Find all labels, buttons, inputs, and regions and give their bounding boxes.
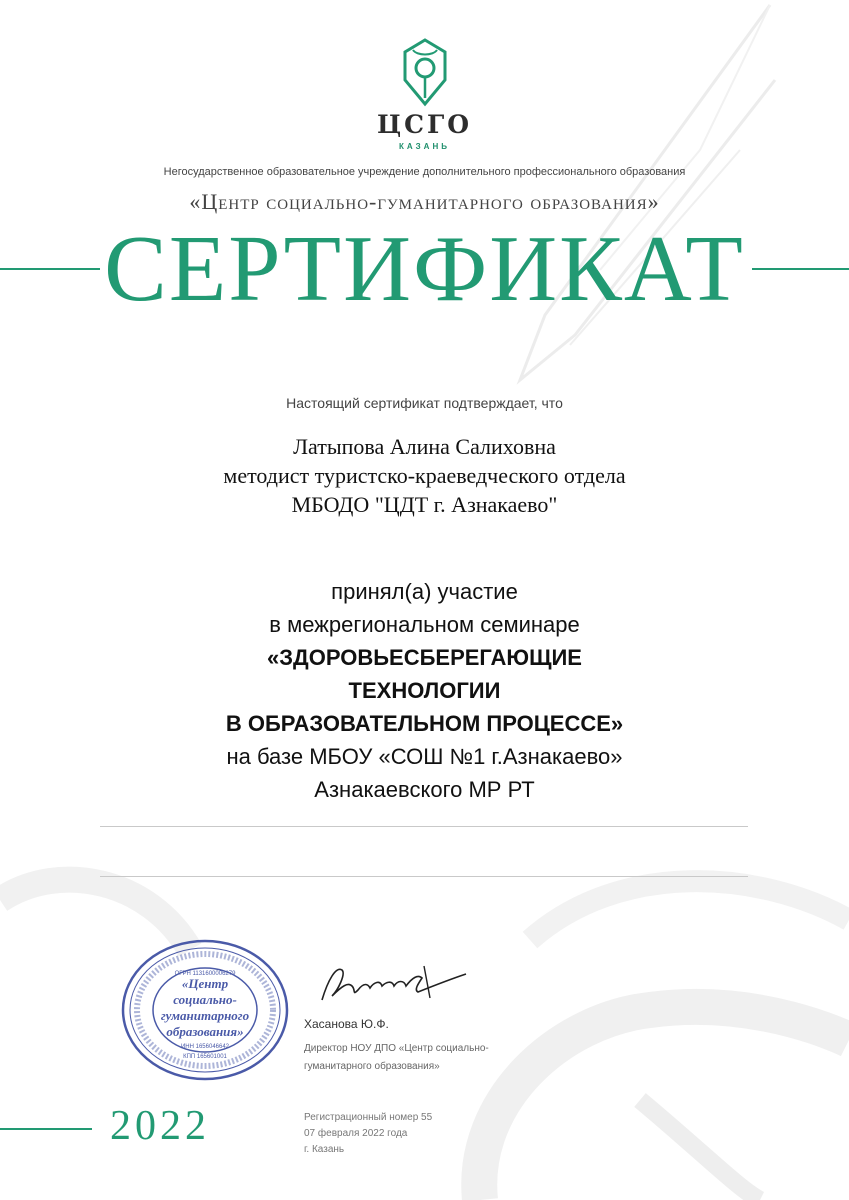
seal-text-line1: «Центр	[181, 976, 229, 991]
event-title-line2: ТЕХНОЛОГИИ	[348, 678, 501, 703]
participation-line1: принял(а) участие	[331, 579, 518, 604]
seal-text-line2: социально-	[173, 992, 237, 1007]
recipient-block	[0, 432, 849, 519]
organization-city: КАЗАНЬ	[399, 142, 450, 151]
registration-date: 07 февраля 2022 года	[304, 1128, 408, 1139]
recipient-name: Латыпова Алина Салиховна	[293, 434, 556, 459]
seal-inn: ИНН 1656046642	[180, 1044, 230, 1050]
pen-nib-logo-icon	[395, 38, 455, 108]
recipient-position: методист туристско-краеведческого отдела	[223, 463, 626, 488]
registration-number: Регистрационный номер 55	[304, 1112, 433, 1123]
organization-abbreviation: ЦСГО	[376, 110, 473, 139]
divider-upper	[100, 826, 748, 827]
seal-kpp: КПП 165601001	[183, 1054, 227, 1060]
seal-text-line3: гуманитарного	[160, 1008, 250, 1023]
signer-title-line2: гуманитарного образования»	[304, 1061, 440, 1072]
year-left-rule	[0, 1128, 92, 1130]
participation-line2: в межрегиональном семинаре	[269, 612, 580, 637]
event-title-line3: В ОБРАЗОВАТЕЛЬНОМ ПРОЦЕССЕ»	[225, 711, 624, 736]
organization-full-name-line2: «Центр социально-гуманитарного образования»	[189, 189, 660, 214]
venue-line2: Азнакаевского МР РТ	[314, 777, 535, 802]
certificate-year: 2022	[110, 1103, 210, 1149]
official-seal-icon	[120, 938, 290, 1082]
recipient-organization: МБОДО "ЦДТ г. Азнакаево"	[291, 492, 558, 517]
director-signature-icon	[318, 960, 470, 1008]
seal-ogrn: ОГРН 1131600006279	[174, 971, 236, 977]
registration-city: г. Казань	[304, 1144, 345, 1155]
certificate-title: СЕРТИФИКАТ	[104, 217, 745, 321]
participation-block	[0, 575, 849, 806]
signer-name: Хасанова Ю.Ф.	[304, 1017, 389, 1031]
venue-line1: на базе МБОУ «СОШ №1 г.Азнакаево»	[226, 744, 623, 769]
divider-lower	[100, 876, 748, 877]
seal-text-line4: образования»	[166, 1024, 244, 1039]
registration-block	[304, 1110, 432, 1158]
confirmation-text: Настоящий сертификат подтверждает, что	[286, 395, 563, 411]
organization-full-name-line1: Негосударственное образовательное учреждение дополнительного профессионального образования	[163, 166, 686, 178]
signer-title-line1: Директор НОУ ДПО «Центр социально-	[304, 1043, 489, 1054]
event-title-line1: «ЗДОРОВЬЕСБЕРЕГАЮЩИЕ	[267, 645, 582, 670]
signer-title	[304, 1040, 564, 1076]
